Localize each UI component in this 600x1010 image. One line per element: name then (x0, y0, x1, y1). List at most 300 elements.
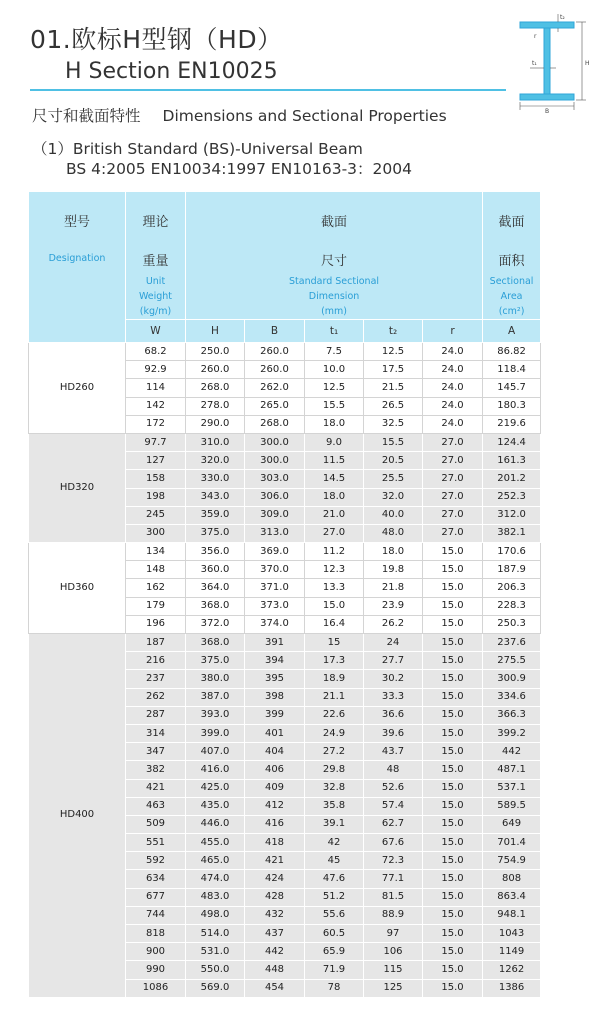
t1-cell: 18.0 (305, 415, 364, 433)
area-cell: 1386 (483, 979, 541, 997)
t2-cell: 32.0 (364, 488, 423, 506)
t1-cell: 11.2 (305, 543, 364, 561)
table-row (29, 433, 541, 451)
t2-cell: 18.0 (364, 543, 423, 561)
h-cell: 375.0 (186, 652, 245, 670)
r-cell: 15.0 (423, 634, 483, 652)
t1-cell: 47.6 (305, 870, 364, 888)
b-cell: 398 (245, 688, 305, 706)
t2-cell: 26.2 (364, 615, 423, 633)
weight-cell: 990 (126, 961, 186, 979)
r-cell: 15.0 (423, 925, 483, 943)
r-cell: 15.0 (423, 543, 483, 561)
area-header (483, 192, 541, 320)
weight-header-cn1: 理论 (142, 215, 169, 230)
b-cell: 418 (245, 834, 305, 852)
h-cell: 356.0 (186, 543, 245, 561)
weight-cell: 198 (126, 488, 186, 506)
area-cell: 312.0 (483, 506, 541, 524)
area-cell: 808 (483, 870, 541, 888)
r-cell: 15.0 (423, 724, 483, 742)
r-cell: 15.0 (423, 797, 483, 815)
b-cell: 265.0 (245, 397, 305, 415)
area-cell: 275.5 (483, 652, 541, 670)
area-cell: 382.1 (483, 524, 541, 542)
h-cell: 359.0 (186, 506, 245, 524)
h-cell: 531.0 (186, 943, 245, 961)
t2-cell: 81.5 (364, 888, 423, 906)
r-cell: 24.0 (423, 415, 483, 433)
r-cell: 15.0 (423, 906, 483, 924)
t2-cell: 26.5 (364, 397, 423, 415)
h-cell: 330.0 (186, 470, 245, 488)
page-subtitle: H Section EN10025 (65, 59, 278, 84)
weight-cell: 68.2 (126, 343, 186, 361)
t1-cell: 18.9 (305, 670, 364, 688)
r-cell: 15.0 (423, 688, 483, 706)
r-cell: 24.0 (423, 379, 483, 397)
t2-cell: 32.5 (364, 415, 423, 433)
r-cell: 15.0 (423, 743, 483, 761)
t2-cell: 48 (364, 761, 423, 779)
area-header-en3: (cm²) (498, 306, 525, 317)
h-cell: 399.0 (186, 724, 245, 742)
b-cell: 416 (245, 815, 305, 833)
dimension-header-en3: (mm) (321, 306, 347, 317)
area-cell: 1149 (483, 943, 541, 961)
r-cell: 15.0 (423, 979, 483, 997)
t1-cell: 7.5 (305, 343, 364, 361)
area-cell: 1043 (483, 925, 541, 943)
b-cell: 421 (245, 852, 305, 870)
t2-cell: 57.4 (364, 797, 423, 815)
area-cell: 649 (483, 815, 541, 833)
designation-cell: HD320 (29, 433, 126, 542)
t2-cell: 21.8 (364, 579, 423, 597)
t1-cell: 29.8 (305, 761, 364, 779)
h-cell: 425.0 (186, 779, 245, 797)
weight-cell: 300 (126, 524, 186, 542)
b-label: B (545, 108, 550, 114)
h-cell: 393.0 (186, 706, 245, 724)
area-cell: 124.4 (483, 433, 541, 451)
weight-cell: 287 (126, 706, 186, 724)
h-cell: 368.0 (186, 597, 245, 615)
weight-cell: 237 (126, 670, 186, 688)
dimension-header-cn2: 尺寸 (321, 254, 348, 269)
t2-cell: 27.7 (364, 652, 423, 670)
t1-cell: 15.5 (305, 397, 364, 415)
t2-cell: 33.3 (364, 688, 423, 706)
h-cell: 407.0 (186, 743, 245, 761)
designation-cell: HD400 (29, 634, 126, 998)
weight-cell: 162 (126, 579, 186, 597)
r-cell: 27.0 (423, 506, 483, 524)
area-cell: 1262 (483, 961, 541, 979)
t1-cell: 65.9 (305, 943, 364, 961)
b-cell: 428 (245, 888, 305, 906)
area-header-en2: Area (500, 291, 523, 302)
table-row (29, 343, 541, 361)
dimension-header-en2: Dimension (308, 291, 360, 302)
t2-cell: 39.6 (364, 724, 423, 742)
t1-cell: 78 (305, 979, 364, 997)
h-cell: 310.0 (186, 433, 245, 451)
area-cell: 487.1 (483, 761, 541, 779)
weight-cell: 592 (126, 852, 186, 870)
unit-b: B (245, 320, 305, 343)
b-cell: 262.0 (245, 379, 305, 397)
r-cell: 15.0 (423, 561, 483, 579)
b-cell: 300.0 (245, 452, 305, 470)
t1-cell: 35.8 (305, 797, 364, 815)
r-cell: 27.0 (423, 488, 483, 506)
r-cell: 15.0 (423, 834, 483, 852)
section-heading (32, 104, 447, 126)
h-cell: 380.0 (186, 670, 245, 688)
designation-cell: HD260 (29, 343, 126, 434)
unit-a: A (483, 320, 541, 343)
h-cell: 375.0 (186, 524, 245, 542)
r-cell: 15.0 (423, 870, 483, 888)
t1-cell: 13.3 (305, 579, 364, 597)
b-cell: 268.0 (245, 415, 305, 433)
weight-cell: 172 (126, 415, 186, 433)
t2-cell: 12.5 (364, 343, 423, 361)
table-body (29, 343, 541, 998)
h-cell: 446.0 (186, 815, 245, 833)
weight-header-en3: (kg/m) (139, 306, 172, 317)
r-cell: 15.0 (423, 779, 483, 797)
r-cell: 15.0 (423, 961, 483, 979)
t2-cell: 23.9 (364, 597, 423, 615)
area-cell: 252.3 (483, 488, 541, 506)
weight-cell: 142 (126, 397, 186, 415)
weight-cell: 347 (126, 743, 186, 761)
t1-cell: 42 (305, 834, 364, 852)
unit-h: H (186, 320, 245, 343)
r-cell: 15.0 (423, 652, 483, 670)
t1-cell: 14.5 (305, 470, 364, 488)
area-cell: 366.3 (483, 706, 541, 724)
b-cell: 371.0 (245, 579, 305, 597)
area-cell: 118.4 (483, 361, 541, 379)
b-cell: 404 (245, 743, 305, 761)
b-cell: 412 (245, 797, 305, 815)
section-heading-en: Dimensions and Sectional Properties (162, 107, 447, 125)
area-cell: 180.3 (483, 397, 541, 415)
b-cell: 395 (245, 670, 305, 688)
area-cell: 187.9 (483, 561, 541, 579)
weight-cell: 187 (126, 634, 186, 652)
r-cell: 27.0 (423, 524, 483, 542)
h-cell: 343.0 (186, 488, 245, 506)
t1-label: t₁ (532, 60, 537, 67)
h-cell: 474.0 (186, 870, 245, 888)
r-cell: 27.0 (423, 433, 483, 451)
t1-cell: 27.2 (305, 743, 364, 761)
b-cell: 306.0 (245, 488, 305, 506)
dimension-header-en1: Standard Sectional (289, 276, 380, 287)
t2-cell: 77.1 (364, 870, 423, 888)
t2-cell: 88.9 (364, 906, 423, 924)
b-cell: 394 (245, 652, 305, 670)
t1-cell: 17.3 (305, 652, 364, 670)
t1-cell: 15.0 (305, 597, 364, 615)
t2-cell: 125 (364, 979, 423, 997)
table-row (29, 543, 541, 561)
h-cell: 387.0 (186, 688, 245, 706)
weight-cell: 216 (126, 652, 186, 670)
t2-cell: 40.0 (364, 506, 423, 524)
area-cell: 170.6 (483, 543, 541, 561)
weight-cell: 744 (126, 906, 186, 924)
r-cell: 15.0 (423, 943, 483, 961)
section-heading-cn: 尺寸和截面特性 (32, 107, 141, 125)
weight-cell: 245 (126, 506, 186, 524)
area-cell: 237.6 (483, 634, 541, 652)
weight-cell: 551 (126, 834, 186, 852)
weight-cell: 677 (126, 888, 186, 906)
weight-cell: 148 (126, 561, 186, 579)
weight-cell: 818 (126, 925, 186, 943)
weight-cell: 97.7 (126, 433, 186, 451)
area-cell: 206.3 (483, 579, 541, 597)
t1-cell: 24.9 (305, 724, 364, 742)
b-cell: 370.0 (245, 561, 305, 579)
h-cell: 416.0 (186, 761, 245, 779)
h-cell: 360.0 (186, 561, 245, 579)
weight-cell: 314 (126, 724, 186, 742)
h-cell: 278.0 (186, 397, 245, 415)
weight-cell: 127 (126, 452, 186, 470)
t1-cell: 16.4 (305, 615, 364, 633)
weight-cell: 262 (126, 688, 186, 706)
h-cell: 290.0 (186, 415, 245, 433)
h-cell: 514.0 (186, 925, 245, 943)
area-cell: 334.6 (483, 688, 541, 706)
r-cell: 15.0 (423, 579, 483, 597)
h-cell: 498.0 (186, 906, 245, 924)
t2-cell: 19.8 (364, 561, 423, 579)
area-cell: 161.3 (483, 452, 541, 470)
unit-r: r (423, 320, 483, 343)
weight-cell: 900 (126, 943, 186, 961)
r-cell: 24.0 (423, 343, 483, 361)
area-cell: 948.1 (483, 906, 541, 924)
r-cell: 15.0 (423, 815, 483, 833)
unit-t2: t₂ (364, 320, 423, 343)
weight-cell: 421 (126, 779, 186, 797)
t2-cell: 67.6 (364, 834, 423, 852)
h-cell: 550.0 (186, 961, 245, 979)
area-cell: 701.4 (483, 834, 541, 852)
weight-header-en2: Weight (138, 291, 173, 302)
weight-cell: 196 (126, 615, 186, 633)
designation-header-en: Designation (48, 253, 106, 264)
r-cell: 15.0 (423, 597, 483, 615)
h-cell: 465.0 (186, 852, 245, 870)
designation-header-cn: 型号 (63, 215, 90, 230)
t1-cell: 32.8 (305, 779, 364, 797)
t2-cell: 72.3 (364, 852, 423, 870)
t1-cell: 21.0 (305, 506, 364, 524)
b-cell: 448 (245, 961, 305, 979)
area-cell: 589.5 (483, 797, 541, 815)
b-cell: 424 (245, 870, 305, 888)
designation-cell: HD360 (29, 543, 126, 634)
h-cell: 368.0 (186, 634, 245, 652)
t1-cell: 9.0 (305, 433, 364, 451)
r-label: r (534, 33, 537, 40)
t2-cell: 30.2 (364, 670, 423, 688)
t1-cell: 11.5 (305, 452, 364, 470)
weight-header-cn2: 重量 (142, 254, 169, 269)
area-cell: 300.9 (483, 670, 541, 688)
weight-header-en1: Unit (145, 276, 166, 287)
dimension-header (186, 192, 483, 320)
b-cell: 374.0 (245, 615, 305, 633)
b-cell: 406 (245, 761, 305, 779)
area-cell: 201.2 (483, 470, 541, 488)
weight-header (126, 192, 186, 320)
t2-cell: 24 (364, 634, 423, 652)
t1-cell: 27.0 (305, 524, 364, 542)
r-cell: 15.0 (423, 615, 483, 633)
r-cell: 15.0 (423, 761, 483, 779)
h-cell: 569.0 (186, 979, 245, 997)
b-cell: 409 (245, 779, 305, 797)
r-cell: 15.0 (423, 852, 483, 870)
t1-cell: 45 (305, 852, 364, 870)
r-cell: 15.0 (423, 706, 483, 724)
area-cell: 442 (483, 743, 541, 761)
t1-cell: 18.0 (305, 488, 364, 506)
page-title: 01.欧标H型钢（HD） (30, 25, 283, 54)
h-cell: 364.0 (186, 579, 245, 597)
b-cell: 300.0 (245, 433, 305, 451)
t2-cell: 21.5 (364, 379, 423, 397)
h-cell: 455.0 (186, 834, 245, 852)
t2-cell: 36.6 (364, 706, 423, 724)
t1-cell: 71.9 (305, 961, 364, 979)
area-cell: 250.3 (483, 615, 541, 633)
weight-cell: 179 (126, 597, 186, 615)
t2-cell: 115 (364, 961, 423, 979)
r-cell: 15.0 (423, 888, 483, 906)
area-header-cn2: 面积 (498, 254, 525, 269)
t2-cell: 43.7 (364, 743, 423, 761)
r-cell: 27.0 (423, 452, 483, 470)
weight-cell: 463 (126, 797, 186, 815)
area-cell: 754.9 (483, 852, 541, 870)
h-cell: 260.0 (186, 361, 245, 379)
area-header-cn1: 截面 (498, 215, 525, 230)
t2-cell: 52.6 (364, 779, 423, 797)
h-cell: 268.0 (186, 379, 245, 397)
h-cell: 435.0 (186, 797, 245, 815)
unit-t1: t₁ (305, 320, 364, 343)
t2-label: t₂ (560, 14, 565, 21)
standard-title: （1）British Standard (BS)-Universal Beam (32, 140, 363, 158)
b-cell: 260.0 (245, 343, 305, 361)
standard-codes: BS 4:2005 EN10034:1997 EN10163-3：2004 (66, 160, 412, 178)
t1-cell: 12.5 (305, 379, 364, 397)
area-cell: 219.6 (483, 415, 541, 433)
t2-cell: 62.7 (364, 815, 423, 833)
t2-cell: 25.5 (364, 470, 423, 488)
b-cell: 437 (245, 925, 305, 943)
t1-cell: 22.6 (305, 706, 364, 724)
b-cell: 313.0 (245, 524, 305, 542)
area-cell: 145.7 (483, 379, 541, 397)
t2-cell: 97 (364, 925, 423, 943)
h-section-diagram-icon (512, 10, 594, 114)
title-divider (30, 89, 506, 91)
t1-cell: 12.3 (305, 561, 364, 579)
area-cell: 399.2 (483, 724, 541, 742)
h-cell: 320.0 (186, 452, 245, 470)
designation-header (29, 192, 126, 343)
t1-cell: 21.1 (305, 688, 364, 706)
t2-cell: 20.5 (364, 452, 423, 470)
r-cell: 27.0 (423, 470, 483, 488)
b-cell: 309.0 (245, 506, 305, 524)
t2-cell: 15.5 (364, 433, 423, 451)
weight-cell: 92.9 (126, 361, 186, 379)
t1-cell: 51.2 (305, 888, 364, 906)
r-cell: 15.0 (423, 670, 483, 688)
h-cell: 250.0 (186, 343, 245, 361)
weight-cell: 134 (126, 543, 186, 561)
b-cell: 401 (245, 724, 305, 742)
t1-cell: 39.1 (305, 815, 364, 833)
area-cell: 537.1 (483, 779, 541, 797)
weight-cell: 634 (126, 870, 186, 888)
h-cell: 372.0 (186, 615, 245, 633)
t1-cell: 60.5 (305, 925, 364, 943)
b-cell: 454 (245, 979, 305, 997)
weight-cell: 509 (126, 815, 186, 833)
weight-cell: 114 (126, 379, 186, 397)
b-cell: 303.0 (245, 470, 305, 488)
dimensions-table (28, 191, 541, 998)
weight-cell: 158 (126, 470, 186, 488)
t2-cell: 17.5 (364, 361, 423, 379)
r-cell: 24.0 (423, 397, 483, 415)
h-label: H (585, 60, 590, 67)
t2-cell: 48.0 (364, 524, 423, 542)
b-cell: 369.0 (245, 543, 305, 561)
area-cell: 863.4 (483, 888, 541, 906)
r-cell: 24.0 (423, 361, 483, 379)
b-cell: 432 (245, 906, 305, 924)
b-cell: 391 (245, 634, 305, 652)
area-header-en1: Sectional (489, 276, 534, 287)
dimension-header-cn1: 截面 (321, 215, 348, 230)
b-cell: 442 (245, 943, 305, 961)
b-cell: 373.0 (245, 597, 305, 615)
t1-cell: 10.0 (305, 361, 364, 379)
weight-cell: 382 (126, 761, 186, 779)
area-cell: 86.82 (483, 343, 541, 361)
weight-cell: 1086 (126, 979, 186, 997)
t1-cell: 55.6 (305, 906, 364, 924)
table-row (29, 634, 541, 652)
area-cell: 228.3 (483, 597, 541, 615)
b-cell: 260.0 (245, 361, 305, 379)
unit-w: W (126, 320, 186, 343)
